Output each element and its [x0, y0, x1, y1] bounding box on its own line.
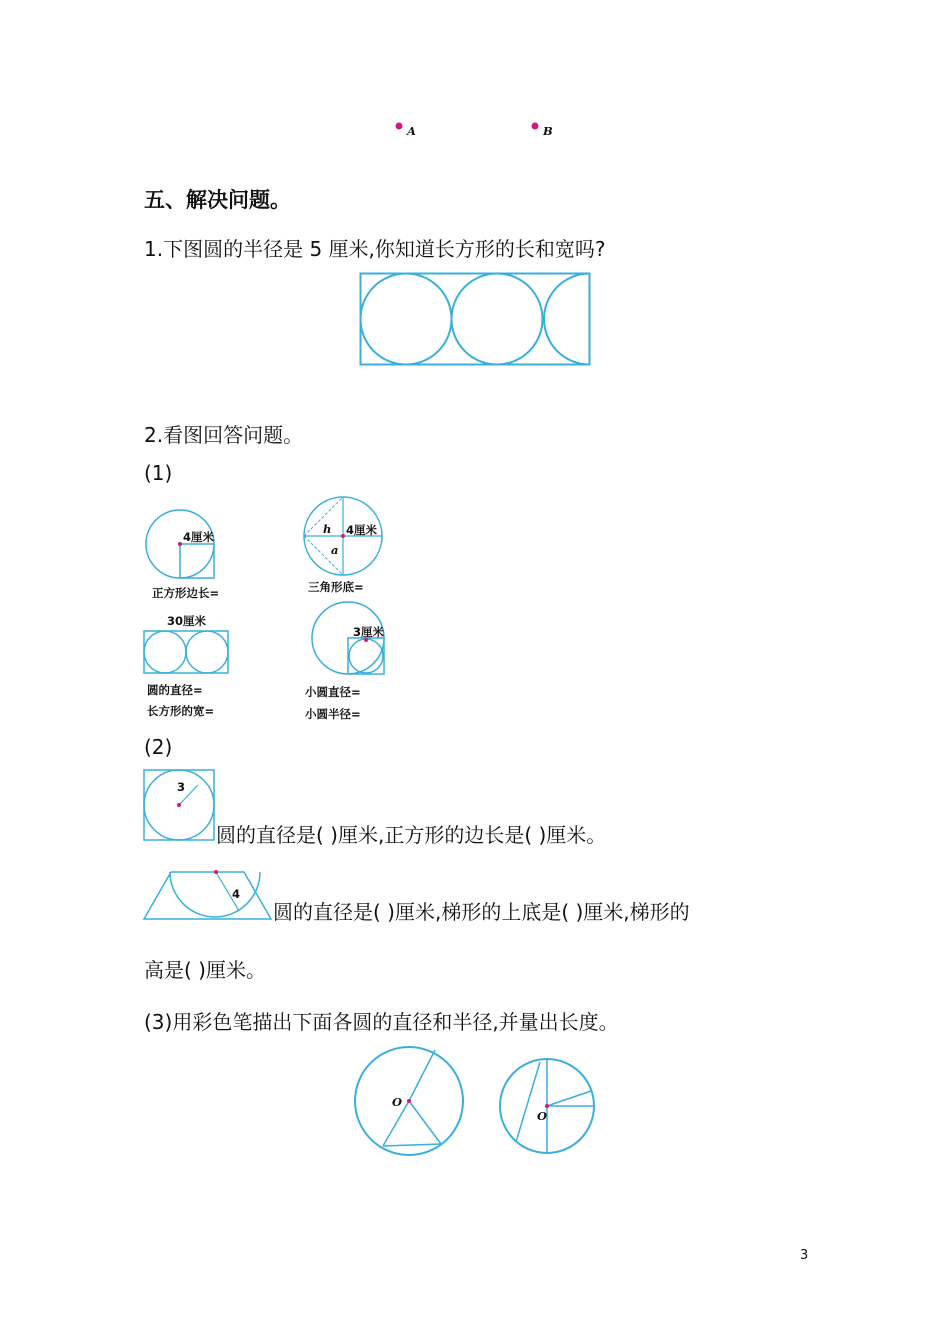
part-2-line-1: 圆的直径是( )厘米,正方形的边长是( )厘米。 — [216, 823, 607, 847]
circle-right-center-label: O — [537, 1109, 548, 1123]
figure-semicircle-trapezoid — [143, 870, 273, 920]
figure-circle-o-right — [498, 1057, 598, 1157]
figure-b-measure: 4厘米 — [346, 523, 378, 537]
figure-b-caption: 三角形底= — [308, 580, 364, 594]
figure-square-radius-number: 3 — [177, 780, 186, 794]
figure-b-h-label: h — [323, 522, 332, 536]
question-2-title: 2.看图回答问题。 — [144, 423, 304, 447]
figure-b-a-label: a — [331, 543, 339, 557]
figure-nested-circles — [310, 601, 390, 681]
figure-circle-triangle — [302, 495, 388, 581]
point-b-label: B — [543, 124, 553, 138]
section-title: 五、解决问题。 — [144, 188, 291, 212]
page-number: 3 — [800, 1248, 809, 1263]
figure-circle-square — [144, 508, 224, 588]
figure-trapezoid-radius-number: 4 — [232, 887, 241, 901]
part-3-text: (3)用彩色笔描出下面各圆的直径和半径,并量出长度。 — [144, 1010, 619, 1034]
figure-d-caption-2: 小圆半径= — [305, 707, 361, 721]
part-2-line-2: 圆的直径是( )厘米,梯形的上底是( )厘米,梯形的 — [273, 900, 690, 924]
question-1-figure — [359, 272, 591, 368]
figure-c-caption-2: 长方形的宽= — [147, 704, 215, 718]
question-1-text: 1.下图圆的半径是 5 厘米,你知道长方形的长和宽吗? — [144, 237, 606, 261]
figure-c-measure: 30厘米 — [167, 614, 207, 628]
figure-d-measure: 3厘米 — [353, 625, 385, 639]
figure-a-caption: 正方形边长= — [152, 586, 220, 600]
figure-d-caption-1: 小圆直径= — [305, 685, 361, 699]
part-2-line-3: 高是( )厘米。 — [144, 958, 266, 982]
part-1-label: (1) — [144, 461, 173, 485]
part-2-label: (2) — [144, 735, 173, 759]
point-a-label: A — [407, 124, 416, 138]
figure-c-caption-1: 圆的直径= — [147, 683, 203, 697]
figure-circle-o-left — [353, 1045, 465, 1157]
figure-a-measure: 4厘米 — [183, 530, 215, 544]
figure-two-circles-rectangle — [143, 630, 231, 676]
circle-left-center-label: O — [392, 1095, 403, 1109]
